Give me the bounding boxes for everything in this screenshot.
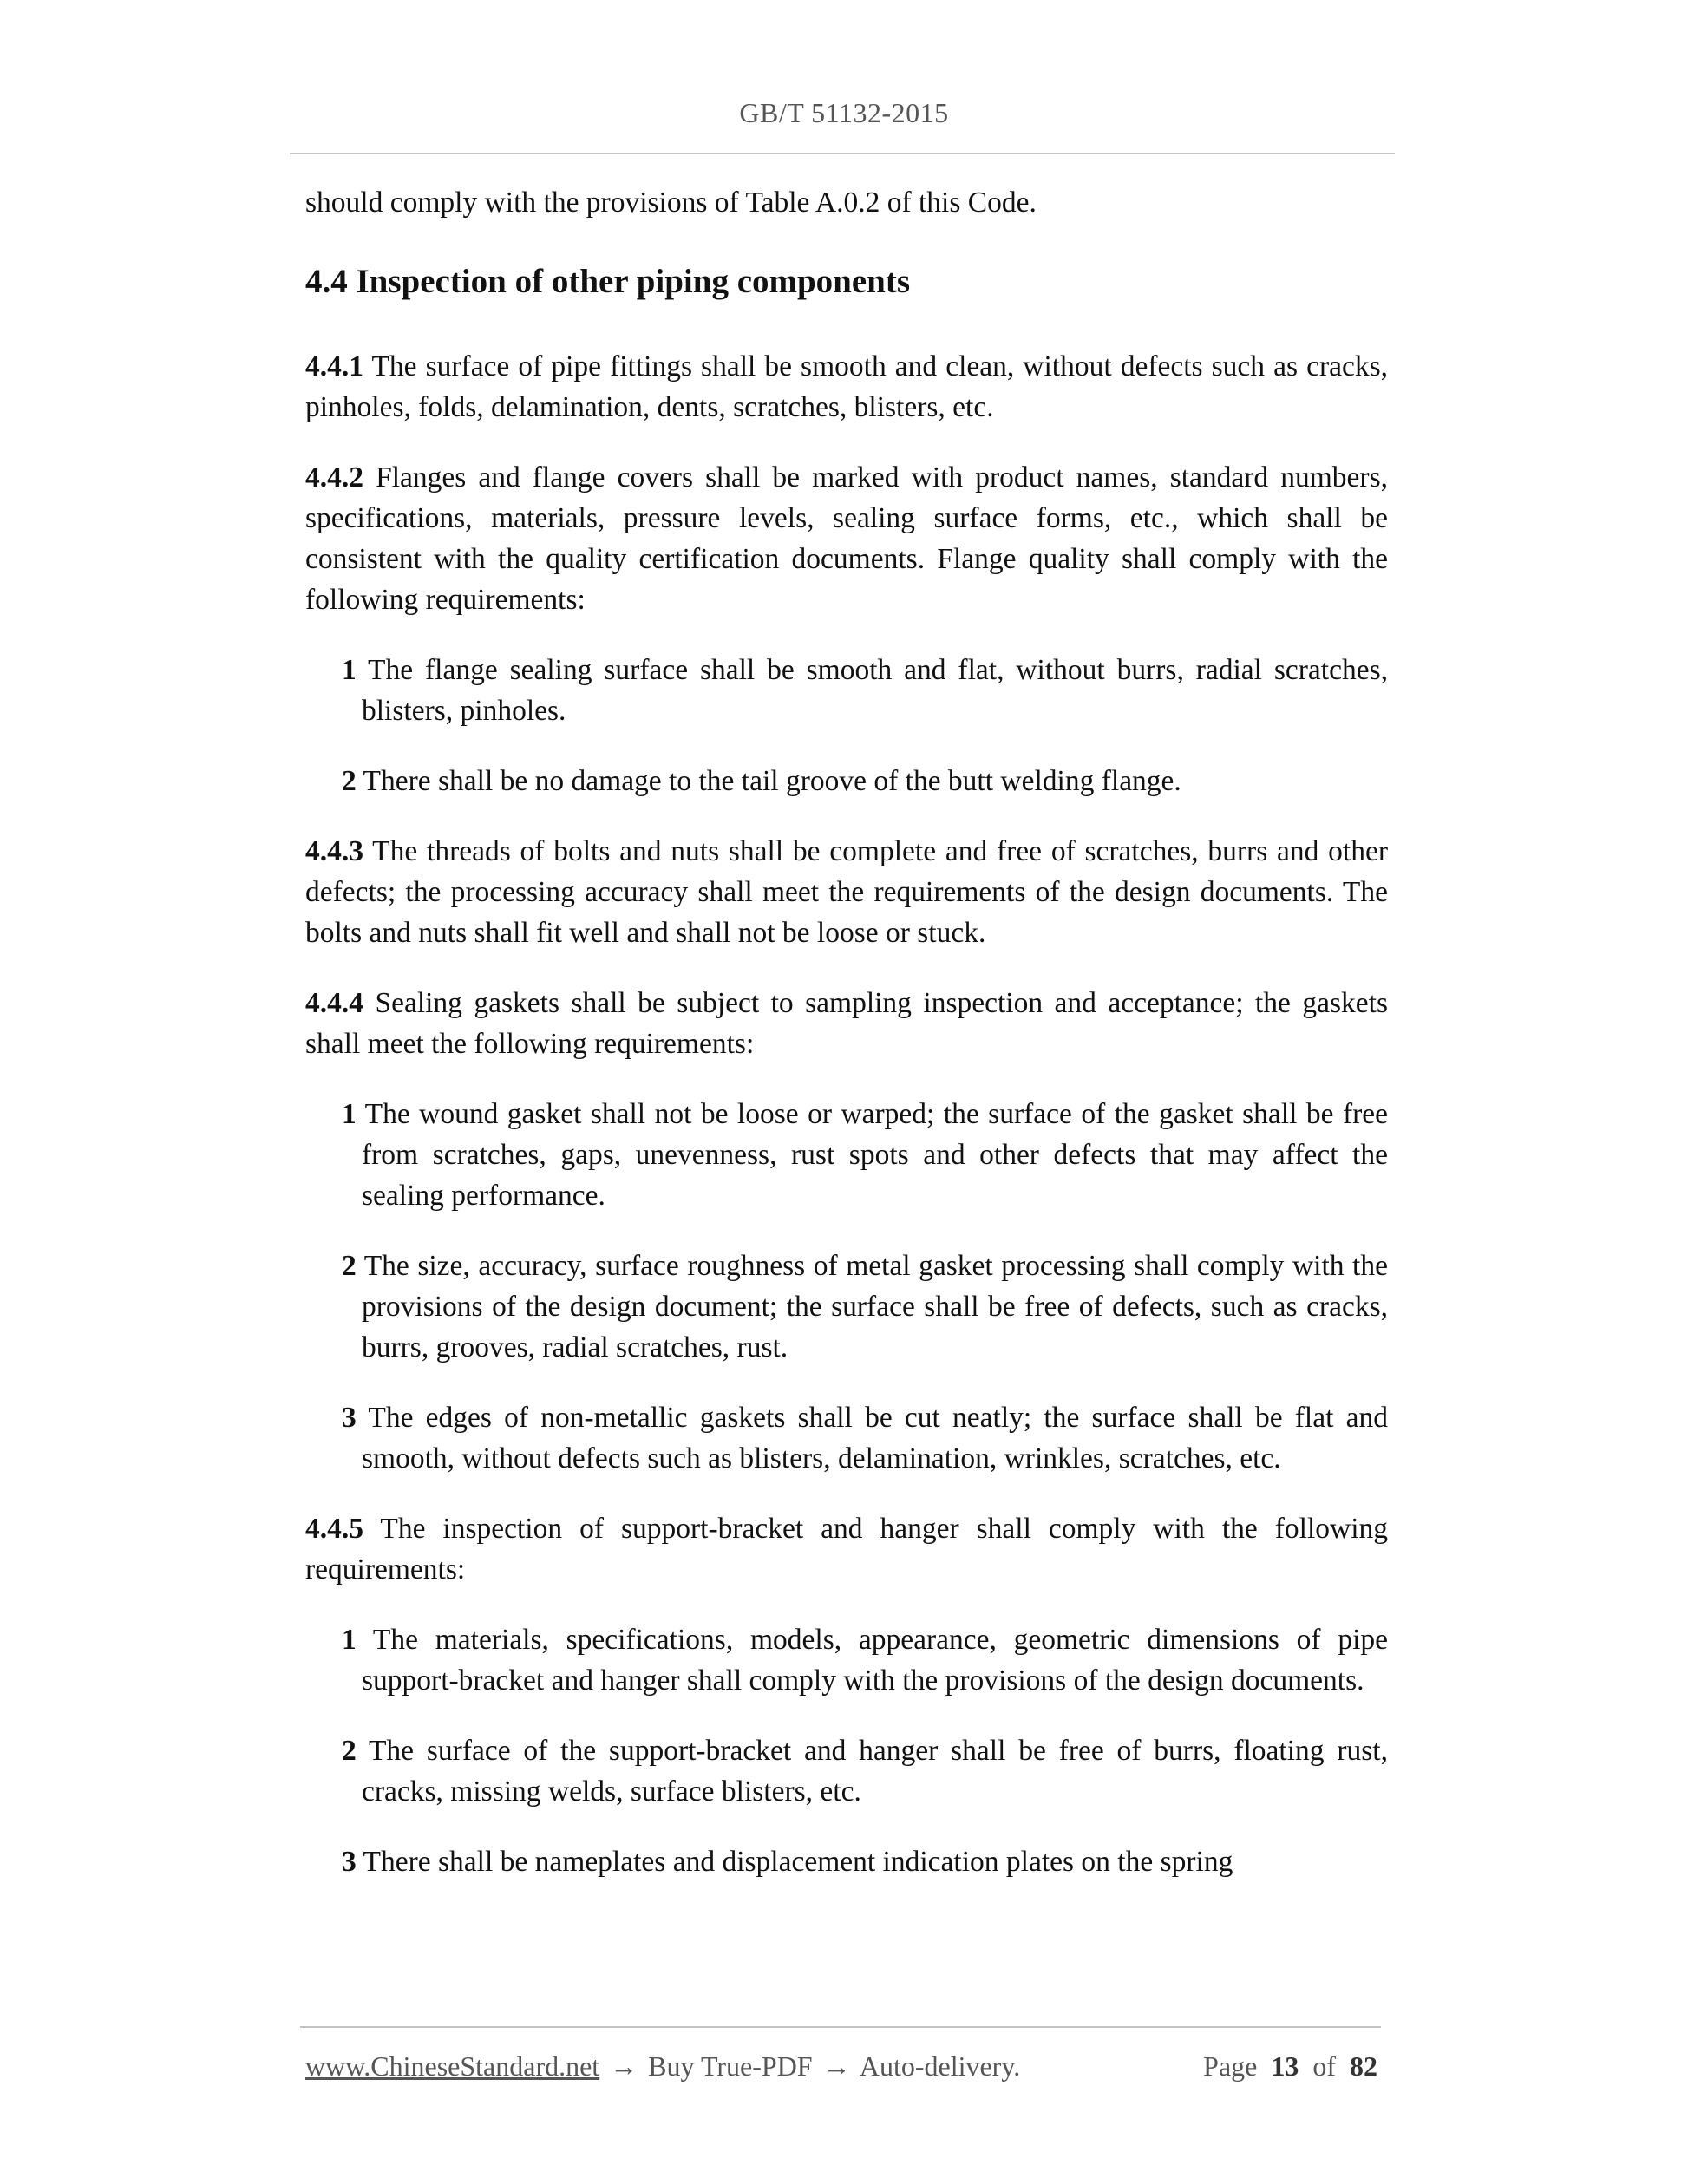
list-item xyxy=(342,1841,1388,1882)
list-item xyxy=(342,1730,1388,1812)
item-number: 1 xyxy=(342,1098,357,1130)
item-text: There shall be nameplates and displacement indication plates on the spring xyxy=(356,1846,1233,1878)
clause-text: The inspection of support-bracket and hanger shall comply with the following requirements: xyxy=(305,1513,1388,1586)
item-text: There shall be no damage to the tail groove of the butt welding flange. xyxy=(356,765,1181,797)
item-number: 3 xyxy=(342,1402,357,1434)
clause-text: Flanges and flange covers shall be marked with product names, standard numbers, specifications, materials, pressure levels, sealing surface forms, etc., which shall be consistent with the quality certification documents. Flange quality shall comply with the following requirements: xyxy=(305,461,1388,616)
item-text: The flange sealing surface shall be smooth and flat, without burrs, radial scratches, blisters, pinholes. xyxy=(356,654,1388,727)
clause-number: 4.4.2 xyxy=(305,461,363,494)
item-number: 3 xyxy=(342,1846,357,1878)
clause-4-4-2 xyxy=(305,457,1388,620)
clause-4-4-5 xyxy=(305,1508,1388,1590)
page-body xyxy=(305,182,1388,1912)
clause-number: 4.4.3 xyxy=(305,835,363,867)
clause-text: Sealing gaskets shall be subject to sampling inspection and acceptance; the gaskets shall meet the following requirements: xyxy=(305,987,1388,1060)
item-number: 2 xyxy=(342,765,357,797)
item-text: The surface of the support-bracket and hanger shall be free of burrs, floating rust, cracks, missing welds, surface blisters, etc. xyxy=(356,1735,1388,1808)
item-number: 2 xyxy=(342,1250,357,1282)
buy-text: Buy True-PDF xyxy=(641,2050,820,2082)
clause-text: The threads of bolts and nuts shall be complete and free of scratches, burrs and other defects; the processing accuracy shall meet the requirements of the design documents. The bolts and nuts shall fit well and shall not be loose or stuck. xyxy=(305,835,1388,949)
clause-text: The surface of pipe fittings shall be smooth and clean, without defects such as cracks, pinholes, folds, delamination, dents, scratches, blisters, etc. xyxy=(305,350,1388,423)
page-label: Page xyxy=(1203,2050,1258,2082)
section-heading: 4.4 Inspection of other piping components xyxy=(305,263,911,300)
list-item xyxy=(342,761,1388,801)
clause-number: 4.4.4 xyxy=(305,987,363,1019)
clause-4-4-4 xyxy=(305,983,1388,1064)
page-total: 82 xyxy=(1350,2050,1377,2082)
of-label: of xyxy=(1312,2050,1336,2082)
list-item xyxy=(342,1246,1388,1368)
clause-4-4-1 xyxy=(305,346,1388,428)
footer-promo xyxy=(305,2049,1020,2083)
delivery-text: Auto-delivery. xyxy=(854,2050,1021,2082)
footer-divider xyxy=(300,2026,1381,2028)
item-text: The edges of non-metallic gaskets shall be cut neatly; the surface shall be flat and smooth, without defects such as blisters, delamination, wrinkles, scratches, etc. xyxy=(356,1402,1388,1475)
item-number: 1 xyxy=(342,1624,357,1656)
header-divider xyxy=(290,153,1395,154)
arrow-right-icon: → xyxy=(822,2050,851,2082)
item-text: The size, accuracy, surface roughness of metal gasket processing shall comply with the provisions of the design document; the surface shall be free of defects, such as cracks, burrs, grooves, radial scratches, rust. xyxy=(356,1250,1388,1363)
item-text: The wound gasket shall not be loose or warped; the surface of the gasket shall be free from scratches, gaps, unevenness, rust spots and other defects that may affect the sealing performance. xyxy=(356,1098,1388,1212)
list-item xyxy=(342,1094,1388,1216)
item-text: The materials, specifications, models, appearance, geometric dimensions of pipe support-bracket and hanger shall comply with the provisions of the design documents. xyxy=(356,1624,1388,1697)
site-link[interactable]: www.ChineseStandard.net xyxy=(305,2050,600,2082)
page-indicator xyxy=(1203,2049,1377,2083)
clause-number: 4.4.1 xyxy=(305,350,363,383)
arrow-right-icon: → xyxy=(610,2050,638,2082)
list-item xyxy=(342,1619,1388,1701)
clause-4-4-3 xyxy=(305,831,1388,953)
continuation-text: should comply with the provisions of Table A.0.2 of this Code. xyxy=(305,186,1037,219)
page-number: 13 xyxy=(1271,2050,1299,2082)
running-header: GB/T 51132-2015 xyxy=(739,97,949,128)
list-item xyxy=(342,1397,1388,1479)
item-number: 1 xyxy=(342,654,357,686)
list-item xyxy=(342,650,1388,731)
item-number: 2 xyxy=(342,1735,357,1767)
clause-number: 4.4.5 xyxy=(305,1513,363,1545)
